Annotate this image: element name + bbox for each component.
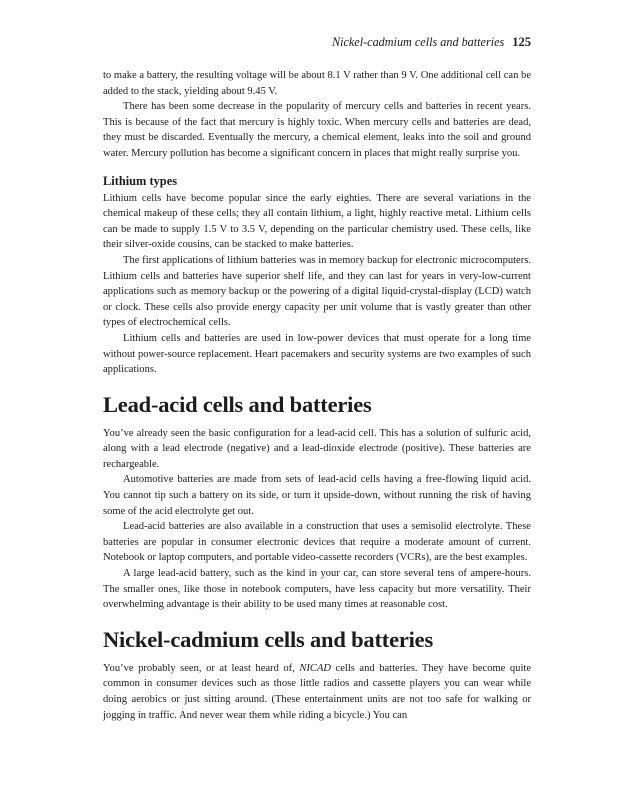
paragraph-lithium-applications: The first applications of lithium batteries was in memory backup for electronic microcomputers. Lithium cells and batteries have superior shelf life, and they can last for years in very-low-current applications such as memory backup or the powering of a digital liquid-crystal-display (LCD) watch or clock. These cells also provide energy capacity per unit volume that is vastly greater than other types of electrochemical cells. <box>103 254 531 329</box>
nicad-intro-text-end: cells and batteries. They have become quite common in consumer devices such as those little radios and cassette players you can wear while doing aerobics or just sitting around. (These entertainment units are not too safe for walking or jogging in traffic. And never wear them while riding a bicycle.) You can <box>103 662 531 721</box>
heading-lead-acid: Lead-acid cells and batteries <box>103 391 372 417</box>
paragraph-mercury-voltage: to make a battery, the resulting voltage will be about 8.1 V rather than 9 V. One additional cell can be added to the stack, yielding about 9.45 V. <box>103 70 531 97</box>
running-header <box>103 34 531 50</box>
paragraph-lead-acid-automotive: Automotive batteries are made from sets of lead-acid cells having a free-flowing liquid acid. You cannot tip such a battery on its side, or turn it upside-down, without running the risk of having some of the acid electrolyte get out. <box>103 474 531 517</box>
page-body <box>103 68 531 723</box>
paragraph-lead-acid-capacity: A large lead-acid battery, such as the kind in your car, can store several tens of ampere-hours. The smaller ones, like those in notebook computers, have less capacity but more versatility. Their overwhelming advantage is their ability to be used many times at reasonable cost. <box>103 568 531 611</box>
paragraph-nicad-intro <box>103 661 531 723</box>
nicad-intro-text-start: You’ve probably seen, or at least heard of, <box>103 662 300 674</box>
paragraph-lithium-intro: Lithium cells have become popular since the early eighties. There are several variations in the chemical makeup of these cells; they all contain lithium, a light, highly reactive metal. Lithium cells can be made to supply 1.5 V to 3.5 V, depending on the particular chemistry used. These cells, like their silver-oxide cousins, can be stacked to make batteries. <box>103 192 531 251</box>
paragraph-lithium-low-power: Lithium cells and batteries are used in low-power devices that must operate for a long time without power-source replacement. Heart pacemakers and security systems are two examples of such applications. <box>103 332 531 376</box>
page-number: 125 <box>512 35 531 49</box>
heading-lithium-types: Lithium types <box>103 173 178 188</box>
paragraph-lead-acid-semisolid: Lead-acid batteries are also available in a construction that uses a semisolid electrolyte. These batteries are popular in consumer electronic devices that require a moderate amount of current. Notebook or laptop computers, and portable video-cassette recorders (VCRs), are the best examples. <box>103 521 531 564</box>
heading-nickel-cadmium: Nickel-cadmium cells and batteries <box>103 626 434 652</box>
nicad-term: NICAD <box>299 662 332 674</box>
running-header-title: Nickel-cadmium cells and batteries <box>331 35 505 49</box>
paragraph-lead-acid-basics: You’ve already seen the basic configuration for a lead-acid cell. This has a solution of sulfuric acid, along with a lead electrode (negative) and a lead-dioxide electrode (positive). These batteries are rechargeable. <box>103 427 531 470</box>
paragraph-mercury-toxicity: There has been some decrease in the popularity of mercury cells and batteries in recent years. This is because of the fact that mercury is highly toxic. When mercury cells and batteries are dead, they must be discarded. Eventually the mercury, a chemical element, leaks into the soil and ground water. Mercury pollution has become a significant concern in places that might really surprise you. <box>103 101 531 159</box>
